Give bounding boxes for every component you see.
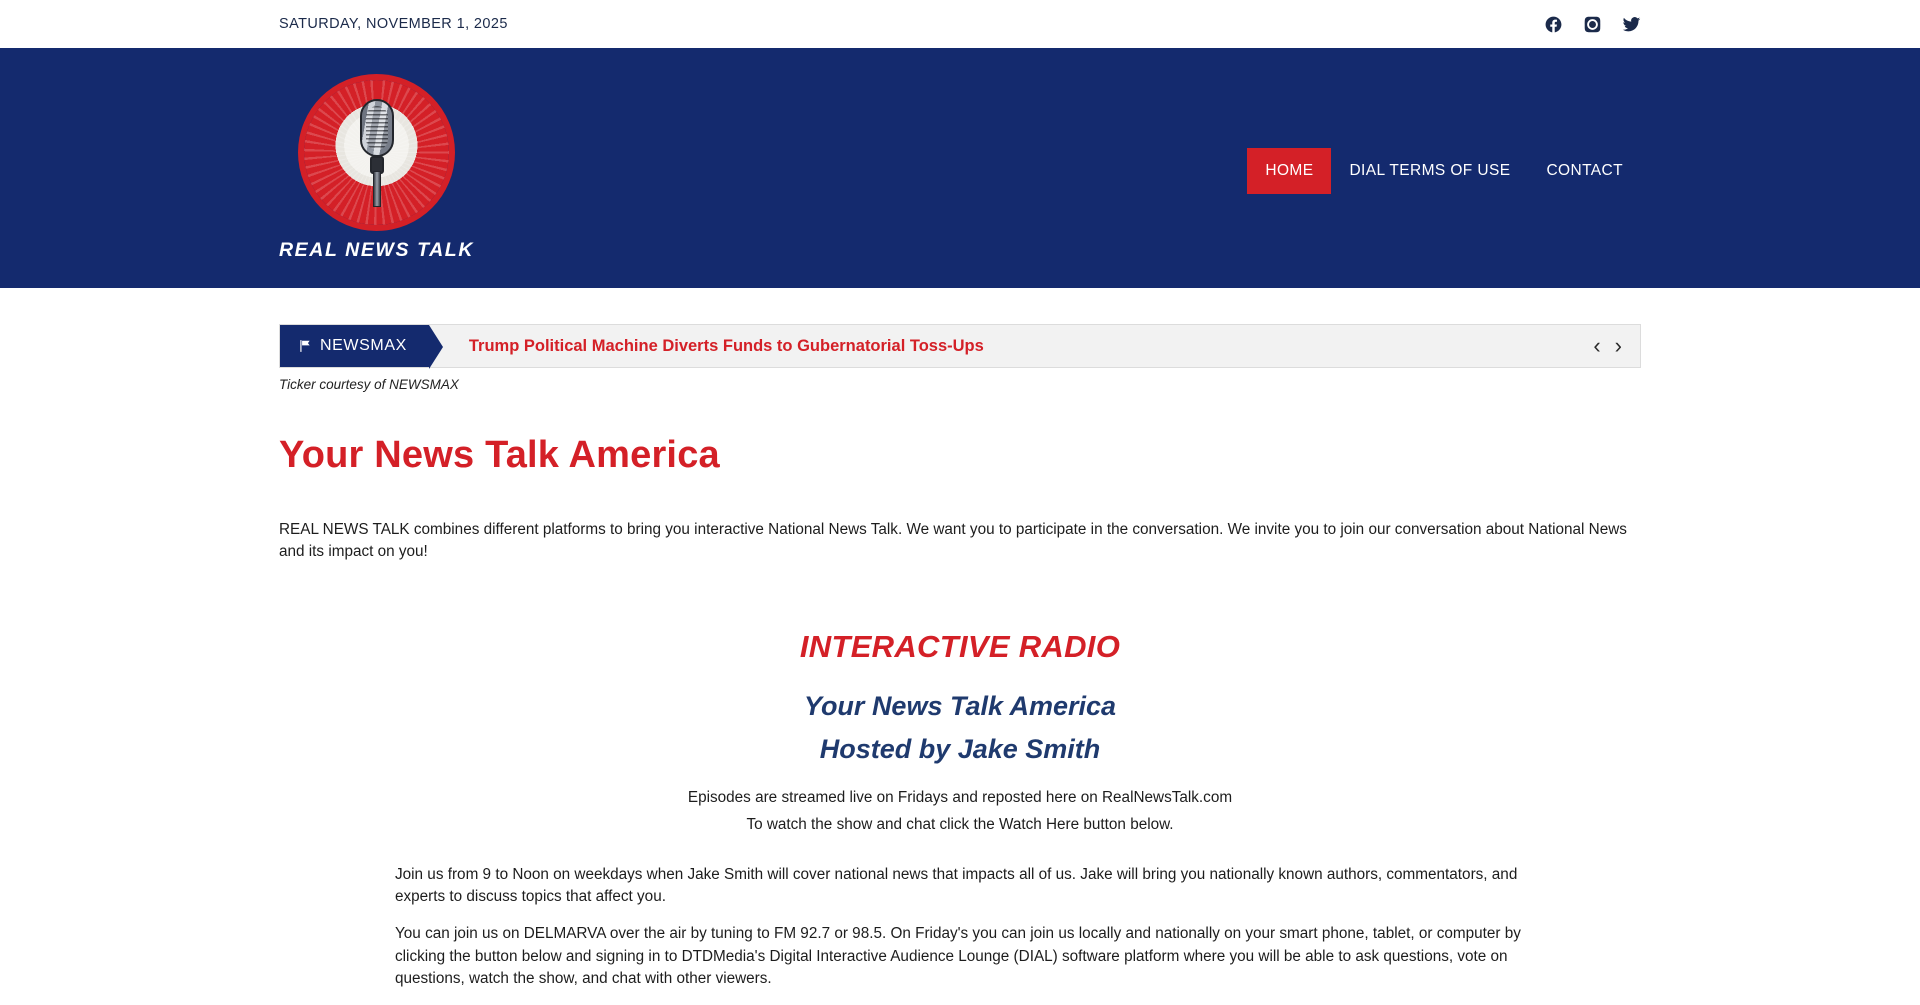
- ticker-controls: [1593, 325, 1640, 367]
- body-paragraph-1: Join us from 9 to Noon on weekdays when Jake Smith will cover national news that impacts all of us. Jake will bring you nationally known authors, commentators, and experts to discuss topics that affect you.: [395, 865, 1518, 906]
- ticker-next-icon[interactable]: ›: [1614, 333, 1622, 358]
- social-links: [1544, 15, 1641, 34]
- facebook-icon[interactable]: [1544, 15, 1563, 34]
- promo-kicker: INTERACTIVE RADIO: [799, 629, 1121, 665]
- twitter-icon[interactable]: [1622, 15, 1641, 34]
- promo-subtext-line-2: To watch the show and chat click the Watch Here button below.: [746, 815, 1174, 833]
- nav-item-contact[interactable]: CONTACT: [1546, 162, 1623, 179]
- ticker-source-label: [280, 325, 429, 367]
- site-header: [0, 48, 1920, 288]
- body-copy: [395, 864, 1525, 991]
- flag-icon: [298, 339, 312, 353]
- ticker-prev-icon[interactable]: ‹: [1593, 333, 1601, 358]
- ticker-headline[interactable]: Trump Political Machine Diverts Funds to Gubernatorial Toss-Ups: [468, 336, 984, 355]
- promo-subtext-line-1: Episodes are streamed live on Fridays and reposted here on RealNewsTalk.com: [687, 789, 1233, 807]
- nav-item-home[interactable]: HOME: [1247, 148, 1331, 194]
- main-content: [279, 324, 1641, 991]
- instagram-icon[interactable]: [1583, 15, 1602, 34]
- ticker-credit: Ticker courtesy of NEWSMAX: [279, 377, 459, 392]
- promo-section: [279, 629, 1641, 835]
- brand-name: REAL NEWS TALK: [279, 239, 475, 261]
- nav-item-dial-terms-of-use[interactable]: DIAL TERMS OF USE: [1349, 162, 1511, 179]
- main-navigation: [1247, 148, 1641, 194]
- top-bar: [0, 0, 1920, 48]
- current-date: SATURDAY, NOVEMBER 1, 2025: [279, 16, 508, 32]
- page-title: Your News Talk America: [279, 434, 720, 476]
- microphone-logo-icon: [304, 80, 449, 225]
- body-paragraph-2: You can join us on DELMARVA over the air by tuning to FM 92.7 or 98.5. On Friday's you can join us locally and nationally on your smart phone, tablet, or computer by clicking the button below and signing in to DTDMedia's Digital Interactive Audience Lounge (DIAL) software platform where you will be able to ask questions, vote on questions, watch the show, and chat with other viewers.: [395, 924, 1521, 988]
- ticker-source-text: NEWSMAX: [320, 337, 407, 354]
- promo-title: Your News Talk America: [803, 691, 1117, 722]
- promo-host: Hosted by Jake Smith: [819, 734, 1101, 765]
- news-ticker: [279, 324, 1641, 368]
- intro-paragraph: REAL NEWS TALK combines different platforms to bring you interactive National News Talk. We want you to participate in the conversation. We invite you to join our conversation about National News and its impact on you!: [279, 521, 1627, 561]
- site-logo[interactable]: [279, 74, 474, 262]
